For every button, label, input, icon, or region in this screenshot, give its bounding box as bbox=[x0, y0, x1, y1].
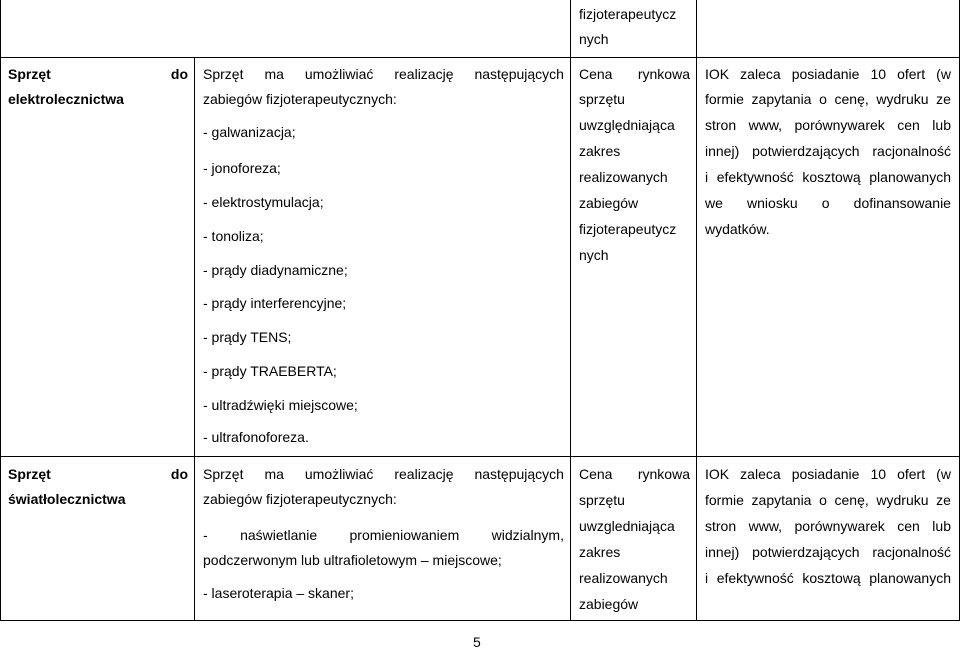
word: stron bbox=[705, 117, 737, 133]
row1-name-word: Sprzęt bbox=[8, 66, 51, 82]
row2-item2: - laseroterapia – skaner; bbox=[203, 585, 354, 601]
word: www, bbox=[748, 117, 783, 133]
word: umożliwiać bbox=[304, 466, 374, 482]
row1-iok-line4 bbox=[705, 143, 951, 159]
row2-equipment-name-line1 bbox=[8, 466, 188, 482]
word: planowanych bbox=[869, 570, 951, 586]
word: kosztową bbox=[802, 169, 861, 185]
word: cenę, bbox=[834, 492, 869, 508]
page-number: 5 bbox=[473, 634, 481, 649]
row1-iok-line1 bbox=[705, 66, 951, 82]
row2-item1-line2: podczerwonym lub ultrafioletowym – miejscowe; bbox=[203, 552, 502, 568]
row2-name-word: do bbox=[170, 466, 188, 482]
word: cen bbox=[897, 518, 920, 534]
word: widzialnym, bbox=[491, 527, 564, 543]
word: zapytania bbox=[751, 492, 812, 508]
row2-iok-line4 bbox=[705, 544, 951, 560]
row1-item: - ultrafonoforeza. bbox=[203, 429, 309, 445]
word: Sprzęt bbox=[203, 466, 244, 482]
word: ofert bbox=[897, 66, 926, 82]
row1-item: - prądy TRAEBERTA; bbox=[203, 363, 337, 379]
word: formie bbox=[705, 91, 744, 107]
row1-equipment-name-line1 bbox=[8, 66, 188, 82]
word: formie bbox=[705, 492, 744, 508]
row1-price-line: zabiegów bbox=[579, 195, 639, 211]
word: - bbox=[203, 527, 208, 543]
row1-iok-line2 bbox=[705, 91, 951, 107]
word: (w bbox=[936, 66, 951, 82]
row1-item: - elektrostymulacja; bbox=[203, 194, 324, 210]
word: i bbox=[705, 570, 709, 586]
row2-desc-line1 bbox=[203, 466, 564, 482]
word: IOK bbox=[705, 466, 730, 482]
word: umożliwiać bbox=[304, 66, 374, 82]
word: promieniowaniem bbox=[349, 527, 460, 543]
row2-iok-line5 bbox=[705, 570, 951, 586]
word: ofert bbox=[897, 466, 926, 482]
row2-name-word: Sprzęt bbox=[8, 466, 51, 482]
row2-price-line: sprzętu bbox=[579, 492, 625, 508]
word: ma bbox=[264, 466, 284, 482]
word: efektywność bbox=[716, 570, 794, 586]
word: we bbox=[705, 195, 723, 211]
word: zaleca bbox=[740, 66, 781, 82]
row2-item1-line1 bbox=[203, 527, 564, 543]
word: następujących bbox=[474, 66, 564, 82]
word: kosztową bbox=[802, 570, 861, 586]
word: potwierdzających bbox=[752, 544, 860, 560]
col-divider-1 bbox=[194, 57, 195, 621]
word: lub bbox=[932, 117, 951, 133]
word: zaleca bbox=[740, 466, 781, 482]
word: innej) bbox=[705, 143, 740, 159]
row1-item: - tonoliza; bbox=[203, 228, 264, 244]
row2-desc-line2: zabiegów fizjoterapeutycznych: bbox=[203, 491, 397, 507]
word: realizację bbox=[394, 466, 454, 482]
word: porównywarek bbox=[794, 117, 885, 133]
word: realizację bbox=[394, 66, 454, 82]
top-col3-line2: nych bbox=[579, 31, 609, 47]
row1-desc-line1 bbox=[203, 66, 564, 82]
row2-price-line: uwzgledniająca bbox=[579, 518, 675, 534]
word: 10 bbox=[870, 466, 887, 482]
row1-iok-line6 bbox=[705, 195, 951, 211]
row2-price-line1 bbox=[579, 466, 690, 482]
row1-item: - prądy TENS; bbox=[203, 329, 292, 345]
row2-iok-line1 bbox=[705, 466, 951, 482]
word: efektywność bbox=[716, 169, 794, 185]
word: innej) bbox=[705, 544, 740, 560]
word: o bbox=[819, 492, 827, 508]
word: ze bbox=[936, 492, 951, 508]
row1-item: - prądy interferencyjne; bbox=[203, 295, 347, 311]
word: stron bbox=[705, 518, 737, 534]
row1-desc-line2: zabiegów fizjoterapeutycznych: bbox=[203, 91, 397, 107]
row1-price-line: uwzględniająca bbox=[579, 117, 675, 133]
word: ze bbox=[936, 91, 951, 107]
word: o bbox=[821, 195, 830, 211]
word: Cena bbox=[579, 66, 613, 82]
word: cenę, bbox=[834, 91, 869, 107]
word: o bbox=[819, 91, 827, 107]
word: rynkowa bbox=[637, 466, 690, 482]
word: potwierdzających bbox=[752, 143, 860, 159]
row1-iok-line7: wydatków. bbox=[705, 221, 770, 237]
word: naświetlanie bbox=[240, 527, 318, 543]
row2-price-line: zakres bbox=[579, 544, 621, 560]
row1-price-line: zakres bbox=[579, 143, 621, 159]
row1-iok-line5 bbox=[705, 169, 951, 185]
col-divider-3 bbox=[696, 0, 697, 621]
row1-price-line: fizjoterapeutycz bbox=[579, 221, 677, 237]
word: 10 bbox=[870, 66, 887, 82]
row1-price-line: nych bbox=[579, 247, 609, 263]
word: racjonalność bbox=[872, 544, 951, 560]
table-border-bottom bbox=[0, 620, 960, 621]
word: rynkowa bbox=[637, 66, 690, 82]
word: wniosku bbox=[747, 195, 798, 211]
word: www, bbox=[748, 518, 783, 534]
row1-item: - galwanizacja; bbox=[203, 124, 296, 140]
row2-equipment-name-line2: światłolecznictwa bbox=[8, 491, 126, 507]
row2-price-line: realizowanych bbox=[579, 570, 668, 586]
row2-iok-line3 bbox=[705, 518, 951, 534]
word: dofinansowanie bbox=[853, 195, 951, 211]
word: wydruku bbox=[876, 91, 929, 107]
row1-iok-line3 bbox=[705, 117, 951, 133]
word: Sprzęt bbox=[203, 66, 244, 82]
word: wydruku bbox=[876, 492, 929, 508]
word: porównywarek bbox=[794, 518, 885, 534]
row1-price-line: sprzętu bbox=[579, 91, 625, 107]
row2-price-line: zabiegów bbox=[579, 596, 639, 612]
word: cen bbox=[897, 117, 920, 133]
word: posiadanie bbox=[791, 466, 860, 482]
row1-equipment-name-line2: elektrolecznictwa bbox=[8, 91, 124, 107]
table-border-left bbox=[0, 0, 1, 621]
word: następujących bbox=[474, 466, 564, 482]
table-border-top bbox=[0, 57, 960, 58]
col-divider-2 bbox=[570, 0, 571, 621]
word: Cena bbox=[579, 466, 613, 482]
row1-price-line1 bbox=[579, 66, 690, 82]
row1-item: - jonoforeza; bbox=[203, 160, 281, 176]
word: zapytania bbox=[751, 91, 812, 107]
row1-name-word: do bbox=[170, 66, 188, 82]
row1-item: - ultradźwięki miejscowe; bbox=[203, 397, 358, 413]
word: IOK bbox=[705, 66, 730, 82]
row1-item: - prądy diadynamiczne; bbox=[203, 262, 348, 278]
word: racjonalność bbox=[872, 143, 951, 159]
top-col3-line1: fizjoterapeutycz bbox=[579, 6, 677, 22]
row2-iok-line2 bbox=[705, 492, 951, 508]
word: posiadanie bbox=[791, 66, 860, 82]
word: (w bbox=[936, 466, 951, 482]
word: i bbox=[705, 169, 709, 185]
row-divider bbox=[0, 456, 960, 457]
row1-price-line: realizowanych bbox=[579, 169, 668, 185]
word: lub bbox=[932, 518, 951, 534]
word: planowanych bbox=[869, 169, 951, 185]
word: ma bbox=[264, 66, 284, 82]
